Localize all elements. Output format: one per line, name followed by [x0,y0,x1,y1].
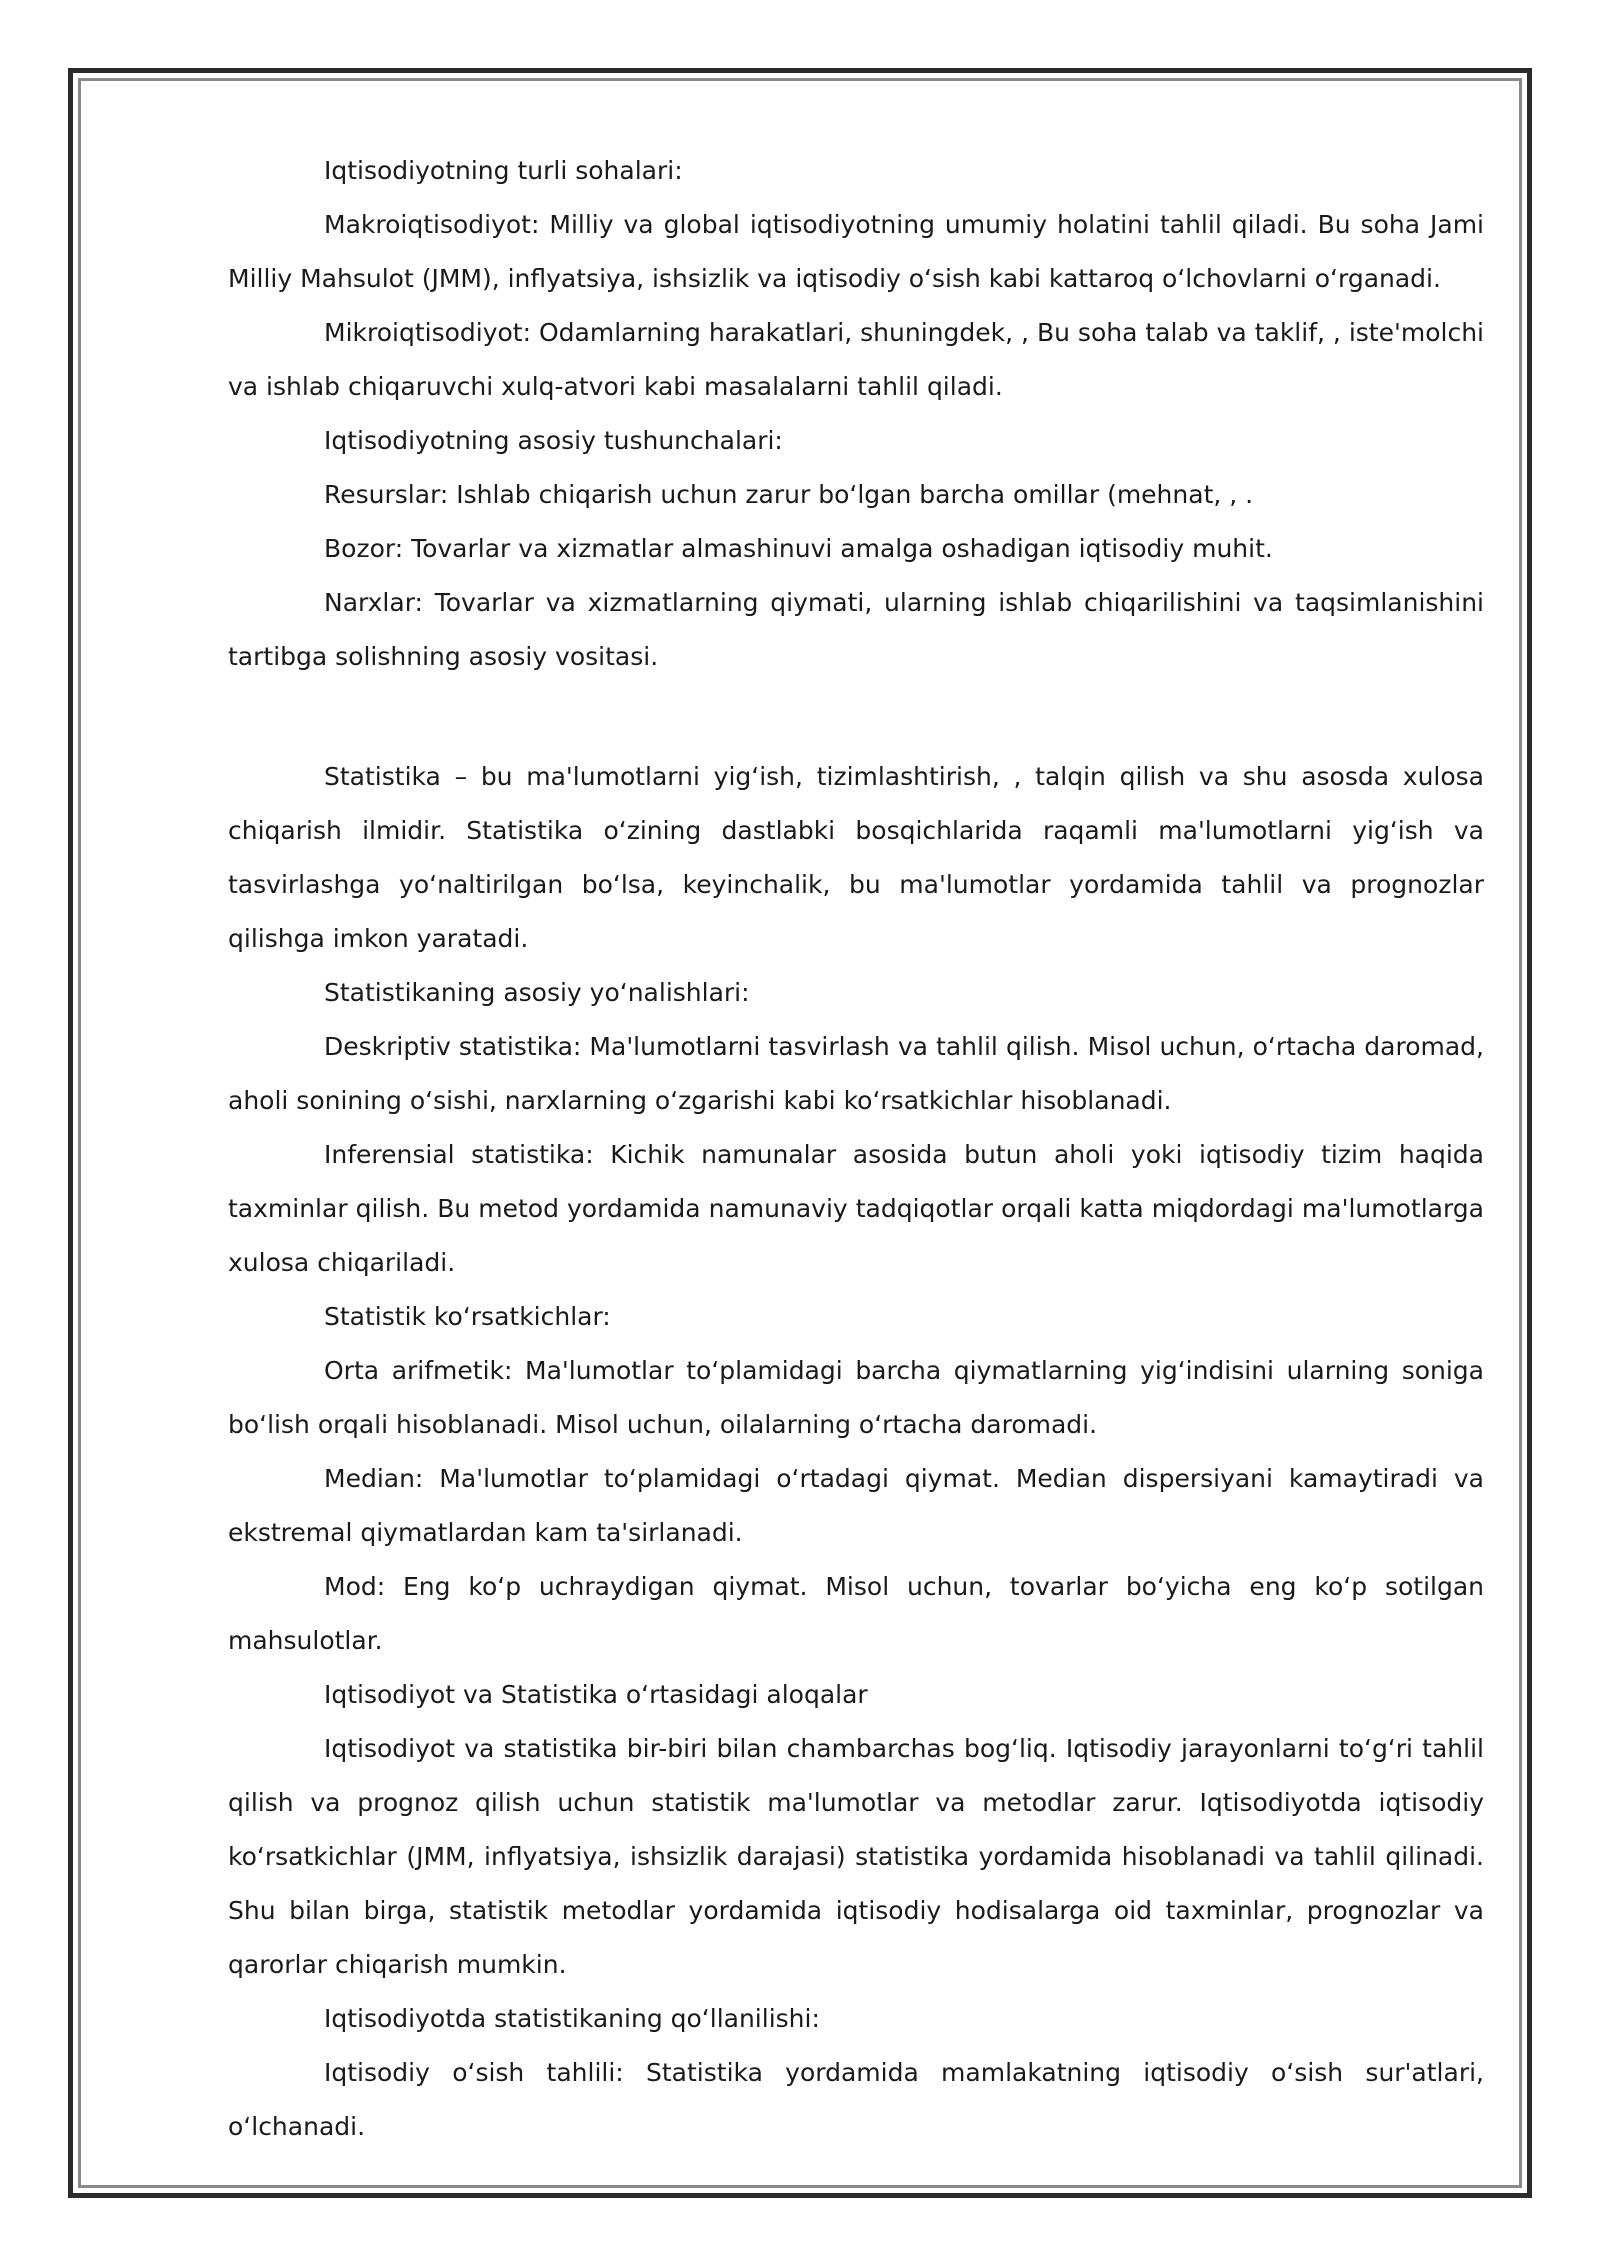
paragraph-macroeconomics: Makroiqtisodiyot: Milliy va global iqtisodiyotning umumiy holatini tahlil qiladi. Bu soha Jami Milliy Mahsulot (JMM), inflyatsiya, ishsizlik va iqtisodiy oʻsish kabi kattaroq oʻlchovlarni oʻrganadi. [228,210,1484,293]
paragraph-market: Bozor: Tovarlar va xizmatlar almashinuvi amalga oshadigan iqtisodiy muhit. [324,534,1273,563]
paragraph-growth-analysis: Iqtisodiy oʻsish tahlili: Statistika yordamida mamlakatning iqtisodiy oʻsish sur'atlari, oʻlchanadi. [228,2058,1484,2141]
paragraph-concepts-heading: Iqtisodiyotning asosiy tushunchalari: [324,426,783,455]
paragraph-application-heading: Iqtisodiyotda statistikaning qoʻllanilishi: [324,2004,820,2033]
paragraph-relationship-heading: Iqtisodiyot va Statistika oʻrtasidagi aloqalar [324,1680,868,1709]
document-body [228,144,1484,2154]
paragraph-spacer [228,684,1484,750]
paragraph-statistics-directions-heading: Statistikaning asosiy yoʻnalishlari: [324,978,750,1007]
paragraph-prices: Narxlar: Tovarlar va xizmatlarning qiymati, ularning ishlab chiqarilishini va taqsimlanishini tartibga solishning asosiy vositasi. [228,588,1484,671]
paragraph-inferential-statistics: Inferensial statistika: Kichik namunalar asosida butun aholi yoki iqtisodiy tizim haqida taxminlar qilish. Bu metod yordamida namunaviy tadqiqotlar orqali katta miqdordagi ma'lumotlarga xulosa chiqariladi. [228,1140,1484,1277]
paragraph-mode: Mod: Eng koʻp uchraydigan qiymat. Misol uchun, tovarlar boʻyicha eng koʻp sotilgan mahsulotlar. [228,1572,1484,1655]
paragraph-microeconomics: Mikroiqtisodiyot: Odamlarning harakatlari, shuningdek, , Bu soha talab va taklif, , iste'molchi va ishlab chiqaruvchi xulq-atvori kabi masalalarni tahlil qiladi. [228,318,1484,401]
paragraph-descriptive-statistics: Deskriptiv statistika: Ma'lumotlarni tasvirlash va tahlil qilish. Misol uchun, oʻrtacha daromad, aholi sonining oʻsishi, narxlarning oʻzgarishi kabi koʻrsatkichlar hisoblanadi. [228,1032,1484,1115]
paragraph-statistics-definition: Statistika – bu ma'lumotlarni yigʻish, tizimlashtirish, , talqin qilish va shu asosda xulosa chiqarish ilmidir. Statistika oʻzining dastlabki bosqichlarida raqamli ma'lumotlarni yigʻish va tasvirlashga yoʻnaltirilgan boʻlsa, keyinchalik, bu ma'lumotlar yordamida tahlil va prognozlar qilishga imkon yaratadi. [228,762,1484,953]
paragraph-median: Median: Ma'lumotlar toʻplamidagi oʻrtadagi qiymat. Median dispersiyani kamaytiradi va ekstremal qiymatlardan kam ta'sirlanadi. [228,1464,1484,1547]
paragraph-sectors-heading: Iqtisodiyotning turli sohalari: [324,156,683,185]
paragraph-resources: Resurslar: Ishlab chiqarish uchun zarur boʻlgan barcha omillar (mehnat, , . [324,480,1254,509]
paragraph-arithmetic-mean: Orta arifmetik: Ma'lumotlar toʻplamidagi barcha qiymatlarning yigʻindisini ularning soniga boʻlish orqali hisoblanadi. Misol uchun, oilalarning oʻrtacha daromadi. [228,1356,1484,1439]
paragraph-indicators-heading: Statistik koʻrsatkichlar: [324,1302,611,1331]
paragraph-relationship: Iqtisodiyot va statistika bir-biri bilan chambarchas bogʻliq. Iqtisodiy jarayonlarni toʻgʻri tahlil qilish va prognoz qilish uchun statistik ma'lumotlar va metodlar zarur. Iqtisodiyotda iqtisodiy koʻrsatkichlar (JMM, inflyatsiya, ishsizlik darajasi) statistika yordamida hisoblanadi va tahlil qilinadi. Shu bilan birga, statistik metodlar yordamida iqtisodiy hodisalarga oid taxminlar, prognozlar va qarorlar chiqarish mumkin. [228,1734,1484,1979]
